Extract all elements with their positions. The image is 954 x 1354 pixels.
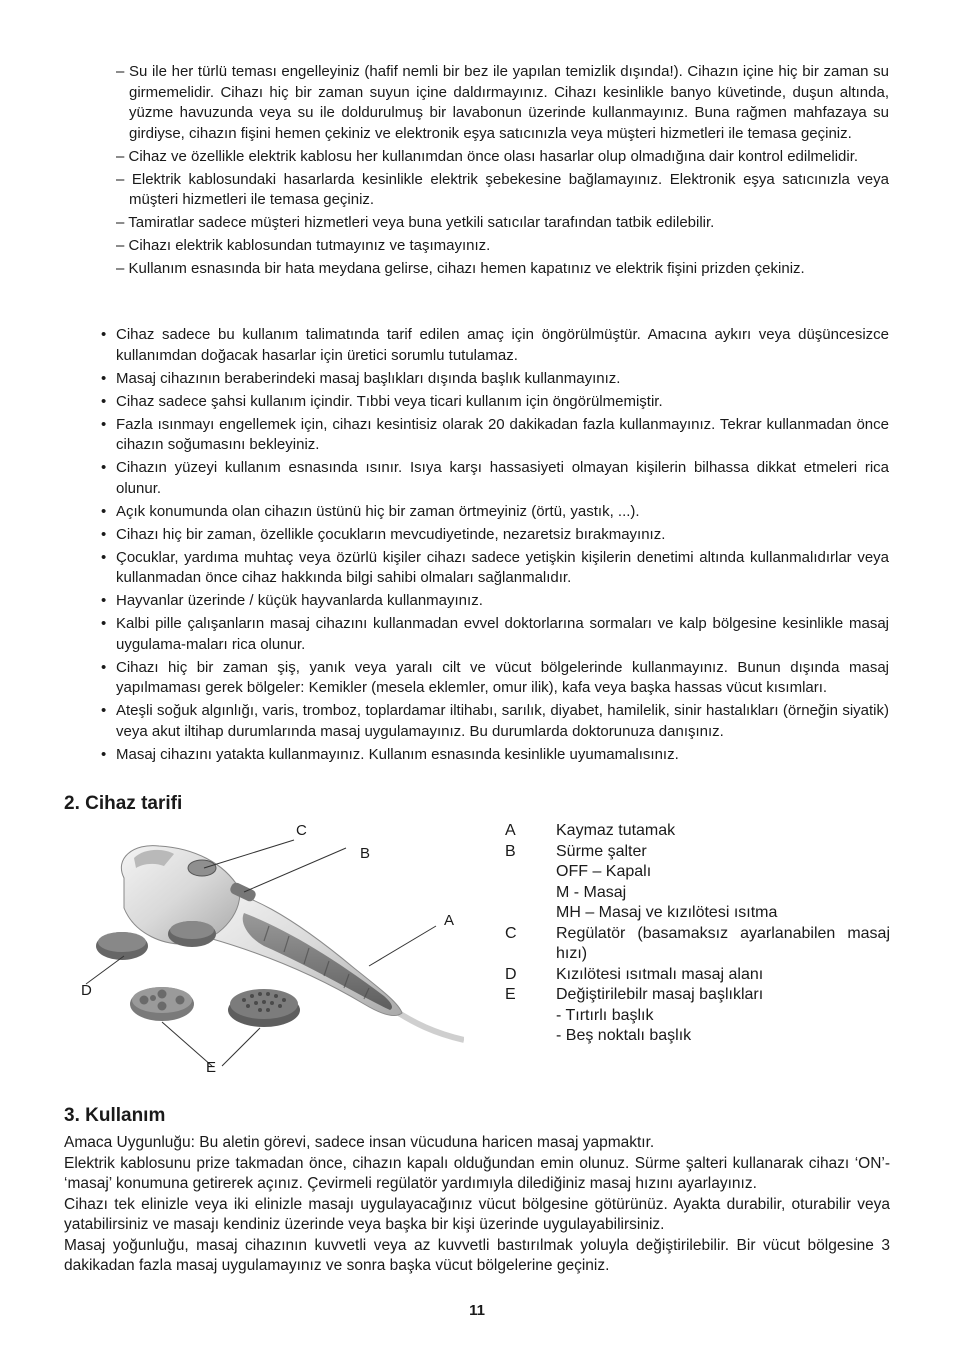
safety-item: • Cihazın yüzeyi kullanım esnasında ısınır. Isıya karşı hassasiyeti olmayan kişilerin bilhassa dikkat etmeleri rica olunur. xyxy=(100,458,889,499)
safety-sub-item: – Elektrik kablosundaki hasarlarda kesinlikle elektrik şebekesine bağlamayınız. Elektronik eşya satıcınızla veya müşteri hizmetleri ile temasa geçiniz. xyxy=(116,170,889,208)
legend-row: M - Masaj xyxy=(556,883,627,901)
usage-paragraph: Masaj yoğunluğu, masaj cihazının kuvvetli veya az kuvvetli bastırılmak yoluyla değiştirilebilir. Bir vücut bölgesine 3 dakikadan fazla masaj uygulamayınız ve sonra başka vücut bölgelerine geçiniz. xyxy=(64,1236,890,1274)
safety-sub-item: – Cihaz ve özellikle elektrik kablosu her kullanımdan önce olası hasarlar olup olmadığına dair kontrol edilmelidir. xyxy=(116,147,859,165)
safety-item: • Çocuklar, yardıma muhtaç veya özürlü kişiler cihazı sadece yetişkin kişilerin denetimi altında kullanmalıdırlar veya kullanmadan önce cihaz hakkında bilgi sahibi olmaları sağlanmalıdır. xyxy=(100,548,889,589)
safety-item: • Kalbi pille çalışanların masaj cihazını kullanmadan evvel doktorlarına sormaları ve kalp bölgesine kesinlikle masaj uygulama-maları rica olunur. xyxy=(100,614,889,655)
five-point-nub xyxy=(158,990,167,999)
safety-item: • Ateşli soğuk algınlığı, varis, tromboz, toplardamar iltihabı, sarılık, diyabet, hamilelik, sinir hastalıkları (örneğin siyatik) veya akut iltihap durumlarında masaj uygulamayınız. Bu durumlarda doktorunuza danışınız. xyxy=(100,701,889,742)
legend-row: B Sürme şalter xyxy=(505,842,647,860)
legend-row: MH – Masaj ve kızılötesi ısıtma xyxy=(556,904,778,921)
usage-paragraph: Amaca Uygunluğu: Bu aletin görevi, sadece insan vücuduna haricen masaj yapmaktır. xyxy=(64,1134,655,1151)
safety-sub-item: – Cihazı elektrik kablosundan tutmayınız ve taşımayınız. xyxy=(116,237,491,254)
figure-label-a: A xyxy=(444,912,455,929)
five-point-nub xyxy=(158,1002,167,1011)
figure-label-d: D xyxy=(81,982,92,999)
device-figure xyxy=(64,818,464,1083)
legend-row: OFF – Kapalı xyxy=(556,863,652,880)
section-heading-description: 2. Cihaz tarifi xyxy=(64,793,183,814)
figure-label-e: E xyxy=(206,1059,217,1076)
legend-row: A Kaymaz tutamak xyxy=(505,822,676,839)
safety-sub-item: – Su ile her türlü teması engelleyiniz (hafif nemli bir bez ile yapılan temizlik dışında!). Cihazın içine hiç bir zaman su girmemelidir. Cihazı hiç bir zaman suyun içine daldırmayınız. Cihazı kesinlikle banyo küvetinde, duşun altında, yüzme havuzunda veya su ile doldurulmuş bir lavabonun üzerinde kullanmayınız. Buna rağmen mahfazaya su girdiyse, cihazın fişini hemen çekiniz ve elektronik eşya satıcınızla veya müşteri hizmetleri ile temasa geçiniz. xyxy=(116,63,889,142)
five-point-nub xyxy=(150,995,156,1001)
massager-illustration xyxy=(64,818,464,1083)
legend-row: E Değiştirilebilr masaj başlıkları xyxy=(505,986,764,1003)
legend-row: - Beş noktalı başlık xyxy=(556,1027,692,1044)
safety-item: • Masaj cihazının beraberindeki masaj başlıkları dışında başlık kullanmayınız. xyxy=(100,369,889,390)
five-point-nub xyxy=(140,996,149,1005)
massage-pad-right-top xyxy=(170,921,214,939)
safety-list xyxy=(100,325,889,768)
safety-item: • Cihazı hiç bir zaman, özellikle çocukların mevcudiyetinde, nezaretsiz bırakmayınız. xyxy=(100,525,889,546)
safety-item: • Cihaz sadece bu kullanım talimatında tarif edilen amaç için öngörülmüştür. Amacına aykırı veya düşüncesizce kullanımdan doğacak hasarlar için üretici sorumlu tutulamaz. xyxy=(100,325,889,366)
safety-item: • Cihazı hiç bir zaman şiş, yanık veya yaralı cilt ve vücut bölgelerinde kullanmayınız. Bunun dışında masaj yapılmaması gerek bölgeler: Kemikler (mesela eklemler, omur ilik), kafa veya başka hassas vücut kısımları. xyxy=(100,658,889,699)
safety-item: • Hayvanlar üzerinde / küçük hayvanlarda kullanmayınız. xyxy=(100,591,889,612)
safety-sub-item: – Kullanım esnasında bir hata meydana gelirse, cihazı hemen kapatınız ve elektrik fişini prizden çekiniz. xyxy=(116,260,805,277)
safety-item: • Masaj cihazını yatakta kullanmayınız. Kullanım esnasında kesinlikle uyumamalısınız. xyxy=(100,745,889,766)
parts-legend xyxy=(505,821,890,1047)
usage-paragraph: Elektrik kablosunu prize takmadan önce, cihazın kapalı olduğundan emin olunuz. Sürme şalteri kullanarak cihazı ‘ON’- ‘masaj’ konumuna getirerek açınız. Çevirmeli regülatör yardımıyla dilediğiniz masaj hızını ayarlayınız. xyxy=(64,1154,890,1192)
usage-paragraph: Cihazı tek elinizle veya iki elinizle masajı uygulayacağınız vücut bölgesine götürünüz. Ayakta durabilir, oturabilir veya yatabilirsiniz ve masajı kendiniz üzerinde veya başka bir kişi üzerinde uygulayabilirsiniz. xyxy=(64,1195,890,1233)
section-heading-usage: 3. Kullanım xyxy=(64,1105,166,1126)
figure-label-b: B xyxy=(360,845,371,862)
safety-item: • Fazla ısınmayı engellemek için, cihazı kesintisiz olarak 20 dakikadan fazla kullanmayınız. Tekrar kullanmadan önce cihazın soğumasını bekleyiniz. xyxy=(100,415,889,456)
safety-sub-item: – Tamiratlar sadece müşteri hizmetleri veya buna yetkili satıcılar tarafından tatbik edilebilir. xyxy=(116,214,715,231)
figure-label-c: C xyxy=(296,822,307,839)
page-number: 11 xyxy=(469,1302,485,1319)
safety-item: • Açık konumunda olan cihazın üstünü hiç bir zaman örtmeyiniz (örtü, yastık, ...). xyxy=(100,502,889,523)
power-cord xyxy=(394,1010,464,1040)
safety-item: • Cihaz sadece şahsi kullanım içindir. Tıbbi veya ticari kullanım için öngörülmemiştir. xyxy=(100,392,889,413)
usage-text xyxy=(64,1133,890,1277)
five-point-nub xyxy=(176,996,185,1005)
regulator-knob xyxy=(188,860,216,876)
massage-pad-left-top xyxy=(98,932,146,952)
safety-sub-list xyxy=(116,62,889,282)
legend-row: C Regülatör (basamaksız ayarlanabilen masaj hızı) xyxy=(505,924,890,962)
legend-row: - Tırtırlı başlık xyxy=(556,1006,654,1024)
legend-row: D Kızılötesi ısıtmalı masaj alanı xyxy=(505,965,764,983)
